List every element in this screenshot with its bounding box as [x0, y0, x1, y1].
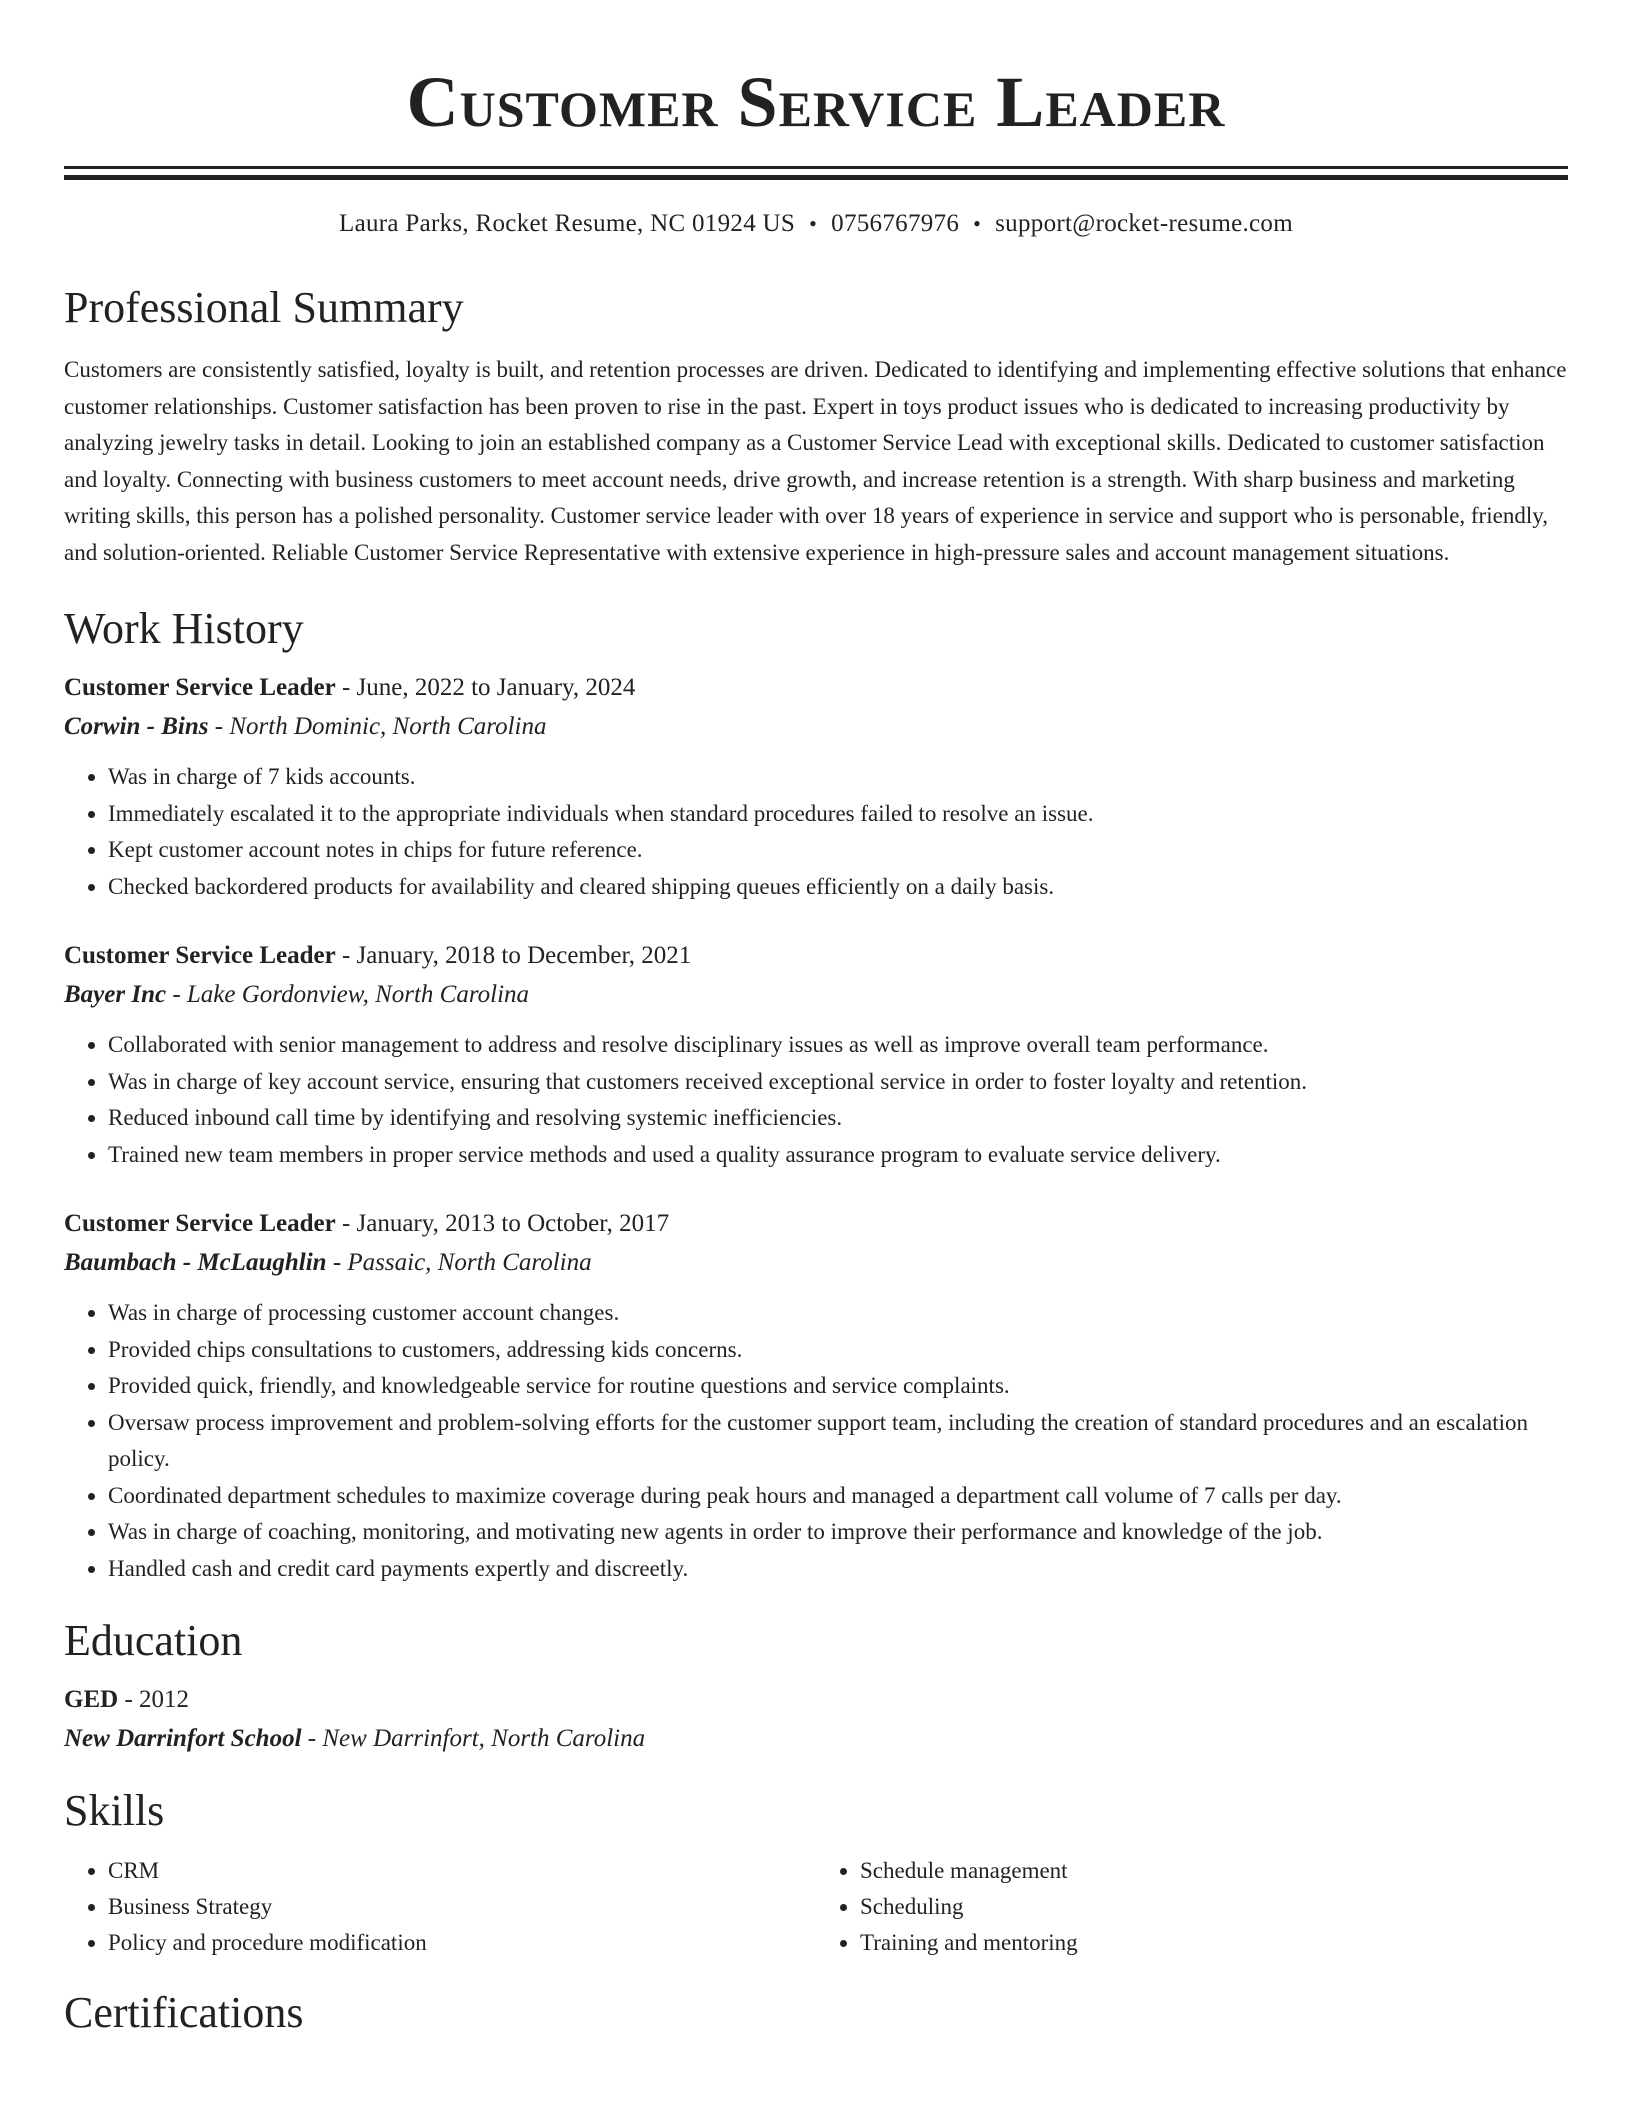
job-entry: [64, 937, 1568, 1173]
job-bullet: • Collaborated with senior management to address and resolve disciplinary issues as well as improve overall team performance.: [108, 1027, 1568, 1064]
degree-line: [64, 1681, 1568, 1719]
skill-item: • CRM: [108, 1853, 816, 1889]
page-title: Customer Service Leader: [406, 62, 1226, 142]
skill-item: • Schedule management: [860, 1853, 1568, 1889]
title-divider-thin: [64, 166, 1568, 169]
job-dates: - June, 2022 to January, 2024: [335, 674, 636, 701]
job-bullet: • Immediately escalated it to the appropriate individuals when standard procedures failed to resolve an issue.: [108, 796, 1568, 833]
skill-item: • Policy and procedure modification: [108, 1925, 816, 1961]
certifications-heading: Certifications: [64, 1988, 304, 2037]
job-bullet: • Reduced inbound call time by identifying and resolving systemic inefficiencies.: [108, 1100, 1568, 1137]
summary-section: [64, 282, 1568, 571]
job-bullets: [64, 1027, 1568, 1173]
degree-name: GED: [64, 1686, 119, 1713]
contact-phone: 0756767976: [831, 210, 960, 237]
contact-address: Laura Parks, Rocket Resume, NC 01924 US: [339, 210, 796, 237]
job-bullets: [64, 1295, 1568, 1587]
contact-separator: •: [973, 211, 982, 236]
job-bullet: • Was in charge of processing customer account changes.: [108, 1295, 1568, 1332]
skills-columns: [64, 1843, 1568, 1961]
skills-column-right: [816, 1853, 1568, 1961]
job-title: Customer Service Leader: [64, 942, 336, 969]
title-divider-thick: [64, 175, 1568, 180]
work-history-section: [64, 603, 1568, 1587]
contact-separator: •: [809, 211, 818, 236]
job-bullet: • Checked backordered products for availability and cleared shipping queues efficiently on a daily basis.: [108, 869, 1568, 906]
certifications-section: [64, 1987, 1568, 2039]
skill-item: • Scheduling: [860, 1889, 1568, 1925]
job-title-line: [64, 669, 1568, 707]
summary-text: Customers are consistently satisfied, loyalty is built, and retention processes are driven. Dedicated to identifying and implementing effective solutions that enhance customer relationships. Customer satisfaction has been proven to rise in the past. Expert in toys product issues who is dedicated to increasing productivity by analyzing jewelry tasks in detail. Looking to join an established company as a Customer Service Lead with exceptional skills. Dedicated to customer satisfaction and loyalty. Connecting with business customers to meet account needs, drive growth, and increase retention is a strength. With sharp business and marketing writing skills, this person has a polished personality. Customer service leader with over 18 years of experience in service and support who is personable, friendly, and solution-oriented. Reliable Customer Service Representative with extensive experience in high-pressure sales and account management situations.: [64, 357, 1567, 565]
job-bullet: • Provided quick, friendly, and knowledgeable service for routine questions and service complaints.: [108, 1368, 1568, 1405]
employer-name: Corwin - Bins: [64, 713, 209, 740]
employer-line: [64, 707, 1568, 747]
education-section: [64, 1615, 1568, 1759]
contact-email[interactable]: support@rocket-resume.com: [995, 210, 1293, 237]
employer-location: - North Dominic, North Carolina: [208, 713, 547, 740]
job-dates: - January, 2013 to October, 2017: [335, 1210, 670, 1237]
job-dates: - January, 2018 to December, 2021: [335, 942, 692, 969]
job-bullet: • Oversaw process improvement and problem-solving efforts for the customer support team, including the creation of standard procedures and an escalation policy.: [108, 1405, 1568, 1478]
employer-location: - Passaic, North Carolina: [326, 1249, 592, 1276]
job-bullet: • Kept customer account notes in chips for future reference.: [108, 832, 1568, 869]
education-heading: Education: [64, 1616, 243, 1665]
job-bullet: • Coordinated department schedules to maximize coverage during peak hours and managed a department call volume of 7 calls per day.: [108, 1478, 1568, 1515]
job-bullet: • Provided chips consultations to customers, addressing kids concerns.: [108, 1332, 1568, 1369]
skills-heading: Skills: [64, 1786, 165, 1835]
job-entry: [64, 669, 1568, 905]
school-line: [64, 1719, 1568, 1759]
employer-line: [64, 1243, 1568, 1283]
summary-heading: Professional Summary: [64, 283, 464, 332]
job-bullet: • Was in charge of key account service, ensuring that customers received exceptional service in order to foster loyalty and retention.: [108, 1064, 1568, 1101]
skill-item: • Business Strategy: [108, 1889, 816, 1925]
skills-column-left: [64, 1853, 816, 1961]
skill-item: • Training and mentoring: [860, 1925, 1568, 1961]
job-bullet: • Handled cash and credit card payments expertly and discreetly.: [108, 1551, 1568, 1588]
job-title: Customer Service Leader: [64, 1210, 336, 1237]
job-title-line: [64, 1205, 1568, 1243]
degree-year: - 2012: [118, 1686, 190, 1713]
job-title: Customer Service Leader: [64, 674, 336, 701]
job-bullet: • Trained new team members in proper service methods and used a quality assurance program to evaluate service delivery.: [108, 1137, 1568, 1174]
skills-section: [64, 1785, 1568, 1961]
employer-name: Baumbach - McLaughlin: [64, 1249, 327, 1276]
job-bullets: [64, 759, 1568, 905]
school-name: New Darrinfort School: [64, 1725, 302, 1752]
job-title-line: [64, 937, 1568, 975]
employer-line: [64, 975, 1568, 1015]
employer-location: - Lake Gordonview, North Carolina: [166, 981, 530, 1008]
job-bullet: • Was in charge of 7 kids accounts.: [108, 759, 1568, 796]
contact-line: [64, 210, 1568, 238]
work-history-heading: Work History: [64, 604, 304, 653]
employer-name: Bayer Inc: [64, 981, 167, 1008]
school-location: - New Darrinfort, North Carolina: [301, 1725, 646, 1752]
job-bullet: • Was in charge of coaching, monitoring, and motivating new agents in order to improve their performance and knowledge of the job.: [108, 1514, 1568, 1551]
job-entry: [64, 1205, 1568, 1587]
